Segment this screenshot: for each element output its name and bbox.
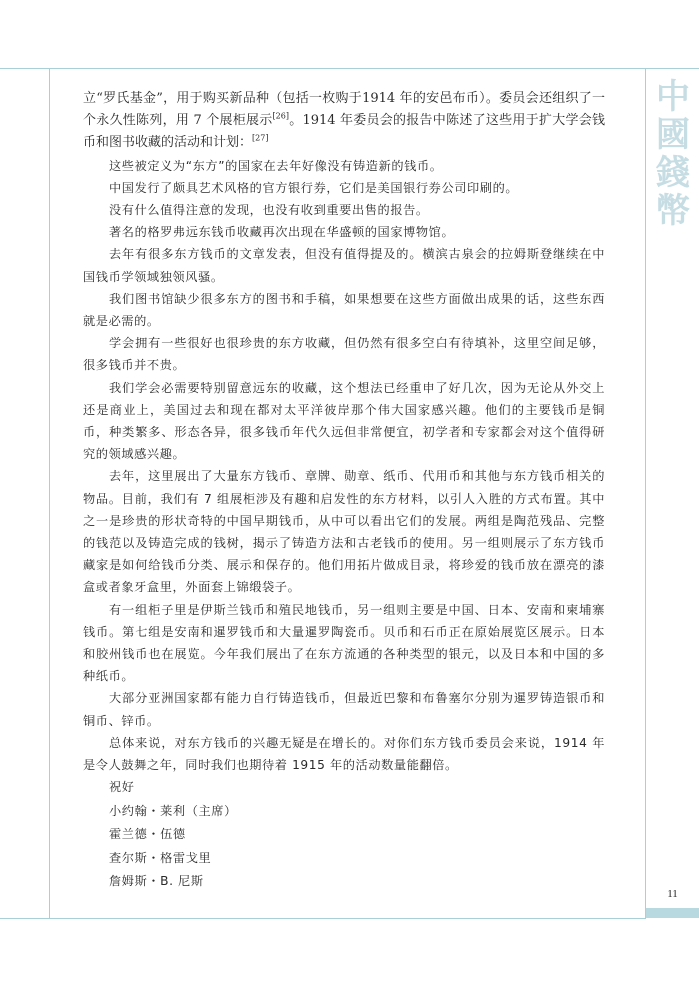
report-paragraph: 这些被定义为“东方”的国家在去年好像没有铸造新的钱币。 <box>109 158 443 173</box>
bottom-rule <box>0 918 645 919</box>
intro-text-a: 立“罗氏基金”，用于购买新品种（包括一枚购于1914 年的安邑布币）。委员会还组织了一个永久性陈列，用 7 个展柜展示 <box>83 91 605 129</box>
signoff-greeting: 祝好 <box>109 780 135 795</box>
left-rule <box>49 68 50 919</box>
report-paragraph: 大部分亚洲国家都有能力自行铸造钱币，但最近巴黎和布鲁塞尔分别为暹罗铸造银币和铜币、锌币。 <box>83 691 605 728</box>
report-paragraph: 没有什么值得注意的发现，也没有收到重要出售的报告。 <box>109 203 429 218</box>
footnote-ref: [26] <box>272 111 289 121</box>
report-paragraph: 有一组柜子里是伊斯兰钱币和殖民地钱币，另一组则主要是中国、日本、安南和柬埔寨钱币。第七组是安南和暹罗钱币和大量暹罗陶瓷币。贝币和石币正在原始展览区展示。日本和胶州钱币也在展览。今年我们展出了在东方流通的各种类型的银元，以及日本和中国的多种纸币。 <box>83 602 605 684</box>
signatory-name: 詹姆斯・B. 尼斯 <box>109 874 204 889</box>
report-paragraph: 学会拥有一些很好也很珍贵的东方收藏，但仍然有很多空白有待填补，这里空间足够，很多钱币并不贵。 <box>83 336 605 373</box>
report-paragraph: 去年有很多东方钱币的文章发表，但没有值得提及的。横滨古泉会的拉姆斯登继续在中国钱币学领域独领风骚。 <box>83 247 605 284</box>
intro-text-b: 。1914 年委员会的报告中陈述了这些用于扩大学会钱币和图书收藏的活动和计划： <box>83 113 605 151</box>
page-body <box>83 88 605 894</box>
footnote-ref: [27] <box>252 134 269 144</box>
report-paragraph: 去年，这里展出了大量东方钱币、章牌、勋章、纸币、代用币和其他与东方钱币相关的物品。目前，我们有 7 组展柜涉及有趣和启发性的东方材料，以引人入胜的方式布置。其中之一是珍贵的形状奇特的中国早期钱币，从中可以看出它们的发展。两组是陶范残品、完整的钱范以及铸造完成的钱树，揭示了铸造方法和古老钱币的使用。另一组则展示了东方钱币藏家是如何给钱币分类、展示和保存的。他们用拓片做成目录，将珍爱的钱币放在漂亮的漆盒或者象牙盒里，外面套上锦缎袋子。 <box>83 469 605 595</box>
report-paragraph: 总体来说，对东方钱币的兴趣无疑是在增长的。对你们东方钱币委员会来说，1914 年是令人鼓舞之年，同时我们也期待着 1915 年的活动数量能翻倍。 <box>83 735 605 773</box>
signatory-name: 霍兰德・伍德 <box>109 827 186 842</box>
side-title-char: 錢 <box>656 153 690 193</box>
signatory-name: 小约翰・莱利（主席） <box>109 803 237 818</box>
side-title-seal <box>651 78 695 230</box>
page-number: 11 <box>667 888 678 900</box>
report-paragraph: 我们学会必需要特别留意远东的收藏，这个想法已经重申了好几次，因为无论从外交上还是商业上，美国过去和现在都对太平洋彼岸那个伟大国家感兴趣。他们的主要钱币是铜币，种类繁多、形态各异，很多钱币年代久远但非常便宜，初学者和专家都会对这个值得研究的领域感兴趣。 <box>83 380 605 462</box>
side-title-char: 中 <box>656 77 690 117</box>
signatory-name: 查尔斯・格雷戈里 <box>109 850 212 865</box>
report-paragraph: 著名的格罗弗远东钱币收藏再次出现在华盛顿的国家博物馆。 <box>109 225 455 240</box>
side-title-char: 國 <box>656 115 690 155</box>
top-rule <box>0 68 699 69</box>
page-corner-block <box>646 908 699 918</box>
intro-paragraph <box>83 88 605 155</box>
side-title-char: 幣 <box>656 191 690 231</box>
report-paragraph: 我们图书馆缺少很多东方的图书和手稿，如果想要在这些方面做出成果的话，这些东西就是必需的。 <box>83 291 605 329</box>
report-paragraph: 中国发行了颇具艺术风格的官方银行券，它们是美国银行券公司印刷的。 <box>109 180 519 195</box>
